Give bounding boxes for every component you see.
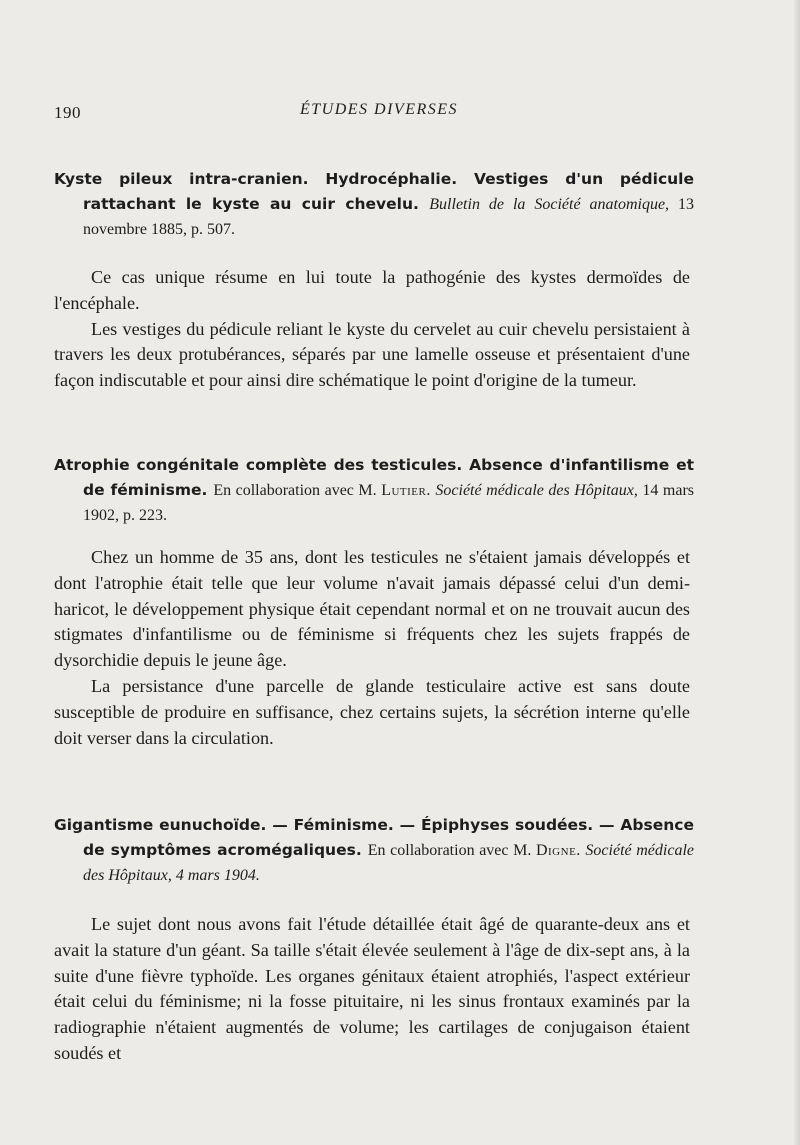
entry-title: Gigantisme eunuchoïde. — Féminisme. — Épiphyses soudées. — Absence de symptômes acromégaliques. [54, 816, 694, 859]
entry-body [54, 265, 690, 394]
page-edge-shadow [794, 0, 800, 1145]
journal-name: Bulletin de la Société anatomique, [429, 196, 670, 213]
journal-name: Société médicale des Hôpitaux, [435, 482, 638, 499]
collaboration-prefix: En collaboration avec M. [367, 842, 532, 859]
collaborator-name: Digne. [535, 842, 581, 859]
page-number: 190 [54, 103, 81, 122]
entry-heading [54, 167, 694, 242]
entry-body [54, 912, 690, 1067]
entry-heading [54, 453, 694, 528]
entry-title: Kyste pileux intra-cranien. Hydrocéphalie. Vestiges d'un pédicule rattachant le kyste au cuir chevelu. [54, 170, 694, 213]
body-paragraph: Ce cas unique résume en lui toute la pathogénie des kystes dermoïdes de l'encéphale. [54, 267, 690, 313]
bibliography-entry [54, 813, 694, 888]
bibliography-entry [54, 453, 694, 528]
collaboration-prefix: En collaboration avec M. [213, 482, 377, 499]
entry-heading [54, 813, 694, 888]
entry-date: 4 mars 1904. [175, 867, 260, 884]
body-paragraph: Le sujet dont nous avons fait l'étude détaillée était âgé de quarante-deux ans et avait la stature d'un géant. Sa taille s'était élevée seulement à l'âge de dix-sept ans, à la suite d'une fièvre typhoïde. Les organes génitaux étaient atrophiés, l'aspect extérieur était celui du féminisme; ni la fosse pituitaire, ni les sinus frontaux examinés par la radiographie n'étaient augmentés de volume; les cartilages de conjugaison étaient soudés et [54, 914, 690, 1063]
entry-date: 14 mars 1902, p. 223. [83, 482, 695, 524]
bibliography-entry [54, 167, 694, 242]
running-head: ÉTUDES DIVERSES [299, 101, 459, 118]
entry-body [54, 545, 690, 751]
entry-date: 13 novembre 1885, p. 507. [83, 196, 695, 238]
collaborator-name: Lutier. [381, 482, 431, 499]
body-paragraph: Les vestiges du pédicule reliant le kyste du cervelet au cuir chevelu persistaient à travers les deux protubérances, séparés par une lamelle osseuse et présentaient d'une façon indiscutable et pour ainsi dire schématique le point d'origine de la tumeur. [54, 318, 690, 391]
body-paragraph: La persistance d'une parcelle de glande testiculaire active est sans doute susceptible de produire en suffisance, chez certains sujets, la sécrétion interne qu'elle doit verser dans la circulation. [54, 675, 690, 748]
entry-title: Atrophie congénitale complète des testicules. Absence d'infantilisme et de féminisme. [54, 456, 694, 499]
body-paragraph: Chez un homme de 35 ans, dont les testicules ne s'étaient jamais développés et dont l'atrophie était telle que leur volume n'avait jamais dépassé celui d'un demi-haricot, le développement physique était cependant normal et on ne trouvait aucun des stigmates d'infantilisme ou de féminisme si fréquents chez les sujets frappés de dysorchidie depuis le jeune âge. [54, 547, 690, 671]
journal-name: Société médicale des Hôpitaux, [83, 842, 694, 884]
